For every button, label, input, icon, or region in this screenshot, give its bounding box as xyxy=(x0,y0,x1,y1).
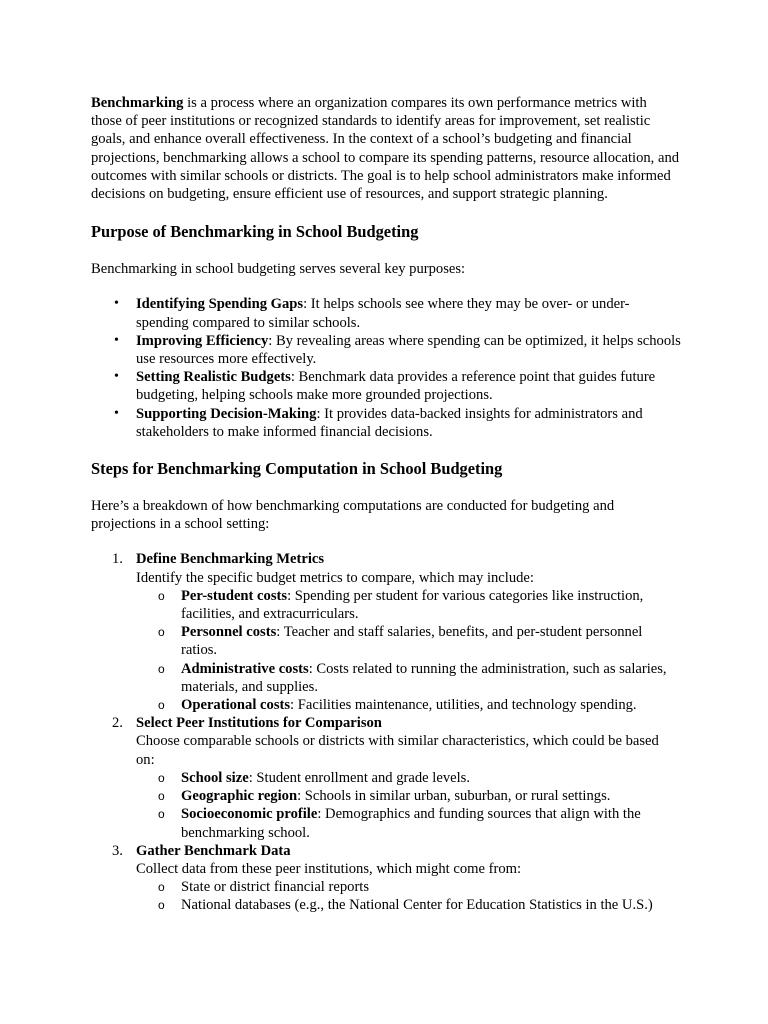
item-term: Identifying Spending Gaps xyxy=(136,296,304,313)
document-page xyxy=(91,94,681,915)
circle-bullet-icon: o xyxy=(158,807,165,822)
item-text: : By revealing areas where spending can be optimized, it helps schools use resources more effectively. xyxy=(136,332,681,368)
bullet-icon: • xyxy=(114,332,119,348)
bullet-icon: • xyxy=(114,405,119,421)
sub-term: School size xyxy=(181,769,249,786)
step-title: Select Peer Institutions for Comparison xyxy=(136,715,382,732)
sub-term: Administrative costs xyxy=(181,660,309,677)
list-item xyxy=(114,405,681,441)
sub-item xyxy=(158,878,681,896)
purpose-heading: Purpose of Benchmarking in School Budgeting xyxy=(91,222,419,242)
step-description: Identify the specific budget metrics to compare, which may include: xyxy=(136,569,534,586)
step-sublist xyxy=(136,587,681,714)
sub-item xyxy=(158,660,681,696)
sub-item xyxy=(158,805,681,841)
sub-item xyxy=(158,587,681,623)
sub-term: Socioeconomic profile xyxy=(181,806,318,823)
step-description: Choose comparable schools or districts with similar characteristics, which could be based on: xyxy=(136,733,659,768)
circle-bullet-icon: o xyxy=(158,661,165,676)
step-sublist xyxy=(136,878,681,914)
bullet-icon: • xyxy=(114,369,119,385)
sub-item xyxy=(158,896,681,914)
step-title: Define Benchmarking Metrics xyxy=(136,551,325,568)
item-text: : Benchmark data provides a reference point that guides future budgeting, helping schools make more grounded projections. xyxy=(136,369,656,404)
steps-lead: Here’s a breakdown of how benchmarking computations are conducted for budgeting and projections in a school setting: xyxy=(91,498,615,533)
purpose-lead: Benchmarking in school budgeting serves several key purposes: xyxy=(91,261,466,278)
sub-text: : Schools in similar urban, suburban, or rural settings. xyxy=(297,788,611,805)
step-item xyxy=(112,842,681,915)
sub-text: : Spending per student for various categories like instruction, facilities, and extracurriculars. xyxy=(181,587,644,623)
sub-text: National databases (e.g., the National Center for Education Statistics in the U.S.) xyxy=(181,897,653,914)
sub-term: Operational costs xyxy=(181,697,291,714)
sub-text: : Teacher and staff salaries, benefits, and per-student personnel ratios. xyxy=(181,624,643,659)
steps-list xyxy=(91,550,681,914)
circle-bullet-icon: o xyxy=(158,625,165,640)
step-sublist xyxy=(136,769,681,842)
sub-text: : Student enrollment and grade levels. xyxy=(248,769,470,786)
intro-paragraph xyxy=(91,94,681,203)
step-number: 1. xyxy=(112,551,123,568)
step-description: Collect data from these peer institutions, which might come from: xyxy=(136,860,522,877)
circle-bullet-icon: o xyxy=(158,880,165,895)
item-text: : It provides data-backed insights for administrators and stakeholders to make informed financial decisions. xyxy=(136,405,643,440)
sub-term: Geographic region xyxy=(181,788,298,805)
circle-bullet-icon: o xyxy=(158,898,165,913)
list-item xyxy=(114,295,681,331)
circle-bullet-icon: o xyxy=(158,588,165,603)
intro-term: Benchmarking xyxy=(91,95,184,111)
item-text: : It helps schools see where they may be over- or under-spending compared to similar schools. xyxy=(136,296,630,331)
item-term: Improving Efficiency xyxy=(136,332,269,349)
step-number: 2. xyxy=(112,715,123,732)
list-item xyxy=(114,332,681,368)
step-item xyxy=(112,714,681,841)
sub-text: State or district financial reports xyxy=(181,879,370,896)
sub-term: Per-student costs xyxy=(181,587,288,604)
steps-heading: Steps for Benchmarking Computation in School Budgeting xyxy=(91,459,503,479)
sub-item xyxy=(158,696,681,714)
circle-bullet-icon: o xyxy=(158,770,165,785)
list-item xyxy=(114,368,681,404)
item-term: Setting Realistic Budgets xyxy=(136,369,291,386)
sub-item xyxy=(158,769,681,787)
circle-bullet-icon: o xyxy=(158,789,165,804)
step-number: 3. xyxy=(112,842,123,859)
sub-item xyxy=(158,623,681,659)
sub-text: : Costs related to running the administration, such as salaries, materials, and supplies. xyxy=(181,660,667,695)
circle-bullet-icon: o xyxy=(158,698,165,713)
sub-text: : Demographics and funding sources that align with the benchmarking school. xyxy=(181,806,641,841)
purpose-list xyxy=(91,295,681,441)
sub-term: Personnel costs xyxy=(181,624,277,641)
sub-text: : Facilities maintenance, utilities, and technology spending. xyxy=(290,697,637,714)
item-term: Supporting Decision-Making xyxy=(136,405,317,422)
step-item xyxy=(112,550,681,714)
intro-text: is a process where an organization compares its own performance metrics with those of peer institutions or recognized standards to identify areas for improvement, set realistic goals, and enhance overall effectiveness. In the context of a school’s budgeting and financial projections, benchmarking allows a school to compare its spending patterns, resource allocation, and outcomes with similar schools or districts. The goal is to help school administrators make informed decisions on budgeting, ensure efficient use of resources, and support strategic planning. xyxy=(91,95,680,203)
bullet-icon: • xyxy=(114,296,119,312)
step-title: Gather Benchmark Data xyxy=(136,842,291,859)
sub-item xyxy=(158,787,681,805)
